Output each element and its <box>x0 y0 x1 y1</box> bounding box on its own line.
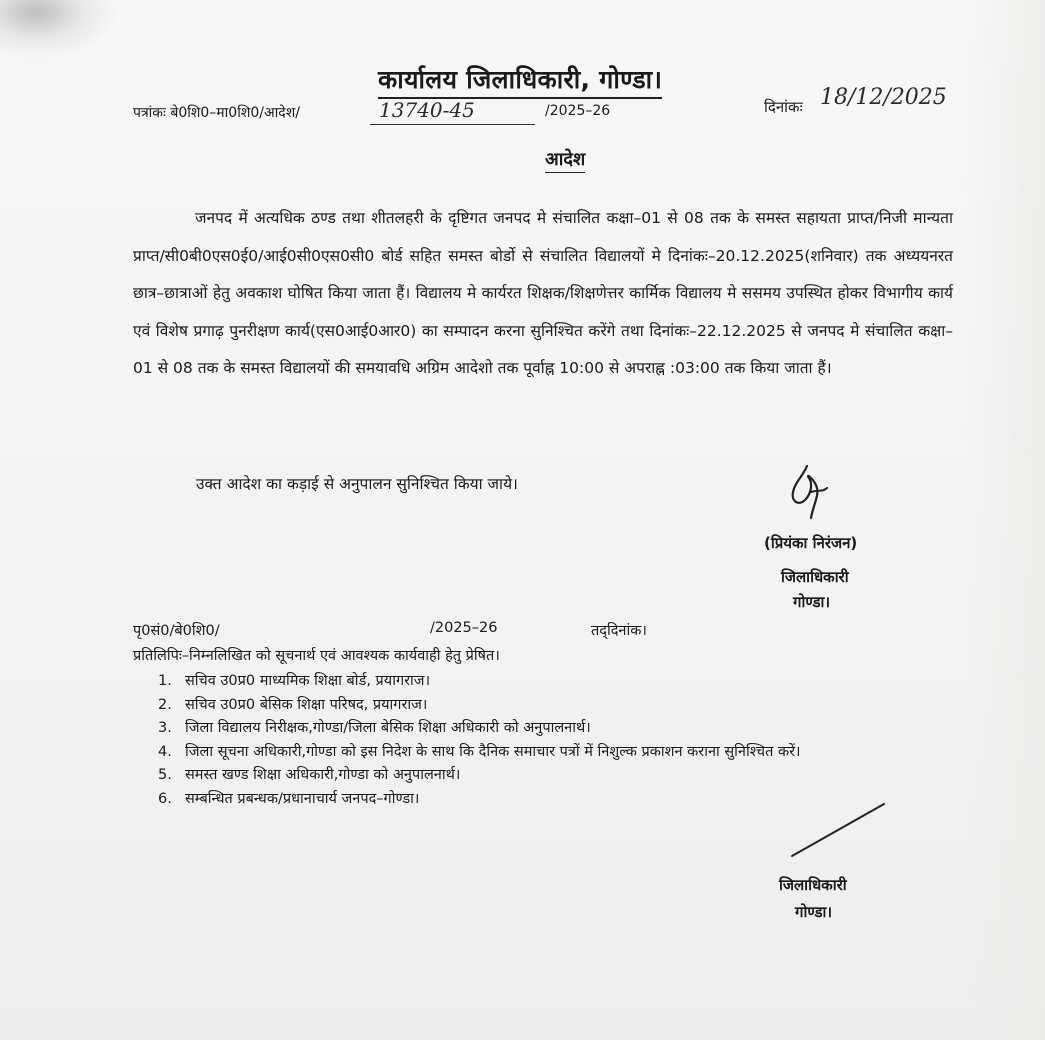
endorsement-date: तद्‌दिनांक। <box>591 623 647 639</box>
list-item-text: जिला विद्यालय निरीक्षक,गोण्डा/जिला बेसिक शिक्षा अधिकारी को अनुपालनार्थ। <box>185 720 591 736</box>
list-item <box>158 694 938 718</box>
list-item-number: 5. <box>158 767 172 783</box>
page-edge-shade <box>965 0 1045 1040</box>
signatory-name: (प्रियंका निरंजन) <box>764 534 858 552</box>
reference-number-prefix: पत्रांकः बे0शि0–मा0शि0/आदेश/ <box>133 105 300 121</box>
copy-recipient-list <box>158 670 938 811</box>
order-body: जनपद में अत्यधिक ठण्ड तथा शीतलहरी के दृष्टिगत जनपद मे संचालित कक्षा–01 से 08 तक के समस्त सहायता प्राप्त/निजी मान्यता प्राप्त/सी0बी0एस0ई0/आई0सी0एस0सी0 बोर्ड सहित समस्त बोर्डो से संचालित विद्यालयों मे दिनांकः–20.12.2025(शनिवार) तक अध्ययनरत छात्र–छात्राओं हेतु अवकाश घोषित किया जाता हैं। विद्यालय मे कार्यरत शिक्षक/शिक्षणेत्तर कार्मिक विद्यालय मे ससमय उपस्थित होकर विभागीय कार्य एवं विशेष प्रगाढ़ पुनरीक्षण कार्य(एस0आई0आर0) का सम्पादन करना सुनिश्चित करेंगे तथा दिनांकः–22.12.2025 से जनपद मे संचालित कक्षा–01 से 08 तक के समस्त विद्यालयों की समयावधि अग्रिम आदेशो तक पूर्वाह्न 10:00 से अपराह्न :03:00 तक किया जाता हैं। <box>133 209 953 377</box>
copy-intro: प्रतिलिपिः–निम्नलिखित को सूचनार्थ एवं आवश्यक कार्यवाही हेतु प्रेषित। <box>133 648 500 664</box>
initial-stroke-icon <box>788 800 888 860</box>
list-item-text: सम्बन्धित प्रबन्धक/प्रधानाचार्य जनपद–गोण्डा। <box>185 790 420 807</box>
list-item-number: 1. <box>158 673 172 689</box>
office-title: कार्यालय जिलाधिकारी, गोण्डा। <box>378 62 662 99</box>
list-item-text: जिला सूचना अधिकारी,गोण्डा को इस निदेश के साथ कि दैनिक समाचार पत्रों में निशुल्क प्रकाशन कराना सुनिश्चित करें। <box>185 743 801 760</box>
endorsement-year: /2025–26 <box>430 620 498 636</box>
list-item <box>158 764 938 788</box>
signatory2-place: गोण्डा। <box>795 903 833 921</box>
signatory-place: गोण्डा। <box>793 593 831 611</box>
signatory2-title: जिलाधिकारी <box>779 876 847 894</box>
order-heading: आदेश <box>545 147 585 173</box>
list-item-number: 2. <box>158 696 172 713</box>
reference-underline <box>370 124 535 125</box>
list-item <box>158 741 938 765</box>
signature-icon <box>785 462 835 524</box>
list-item-text: सचिव उ0प्र0 बेसिक शिक्षा परिषद, प्रयागराज। <box>185 696 428 713</box>
signatory-title: जिलाधिकारी <box>781 568 849 586</box>
list-item-text: समस्त खण्ड शिक्षा अधिकारी,गोण्डा को अनुपालनार्थ। <box>185 767 461 783</box>
reference-year: /2025–26 <box>545 103 611 119</box>
list-item-number: 4. <box>158 743 172 760</box>
list-item-number: 6. <box>158 790 172 807</box>
compliance-line: उक्त आदेश का कड़ाई से अनुपालन सुनिश्चित किया जाये। <box>196 475 518 493</box>
date-handwritten: 18/12/2025 <box>820 85 947 110</box>
page-corner-shadow <box>0 0 120 60</box>
list-item <box>158 670 938 694</box>
date-label: दिनांकः <box>764 98 803 116</box>
reference-number-handwritten: 13740-45 <box>379 98 475 122</box>
list-item-number: 3. <box>158 720 172 736</box>
endorsement-reference: पृ0सं0/बे0शि0/ <box>133 623 220 639</box>
list-item <box>158 717 938 741</box>
list-item-text: सचिव उ0प्र0 माध्यमिक शिक्षा बोर्ड, प्रयागराज। <box>185 673 431 689</box>
